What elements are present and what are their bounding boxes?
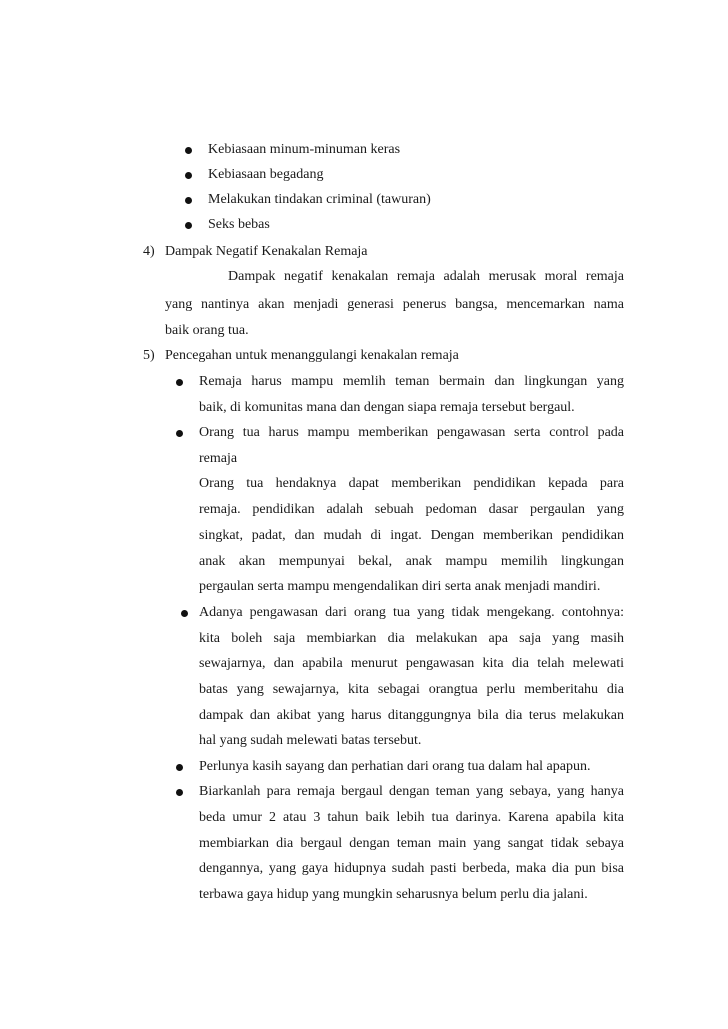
list-item: Kebiasaan begadang [208,167,324,182]
paragraph-line: baik, di komunitas mana dan dengan siapa remaja tersebut bergaul. [199,400,575,415]
bullet-icon [176,379,183,386]
paragraph-line: Remaja harus mampu memlih teman bermain dan lingkungan yang [199,374,624,389]
paragraph-line: baik orang tua. [165,323,249,338]
paragraph-line: anak akan mempunyai bekal, anak mampu memilih lingkungan [199,554,624,569]
list-item: Seks bebas [208,217,270,232]
section-heading: Dampak Negatif Kenakalan Remaja [165,244,368,259]
paragraph-line: Orang tua harus mampu memberikan pengawasan serta control pada [199,425,624,440]
section-heading: Pencegahan untuk menanggulangi kenakalan remaja [165,348,459,363]
paragraph-line: hal yang sudah melewati batas tersebut. [199,733,422,748]
paragraph-line: membiarkan dia bergaul dengan teman main yang sangat tidak sebaya [199,836,624,851]
bullet-icon [185,172,192,179]
bullet-icon [185,197,192,204]
paragraph-line: Perlunya kasih sayang dan perhatian dari orang tua dalam hal apapun. [199,759,591,774]
paragraph-line: terbawa gaya hidup yang mungkin seharusnya belum perlu dia jalani. [199,887,588,902]
section-number: 4) [143,244,155,259]
paragraph-line: pergaulan serta mampu mengendalikan diri serta anak menjadi mandiri. [199,579,601,594]
paragraph-line: sewajarnya, dan apabila menurut pengawasan kita dia telah melewati [199,656,624,671]
paragraph-line: beda umur 2 atau 3 tahun baik lebih tua darinya. Karena apabila kita [199,810,624,825]
paragraph-line: kita boleh saja membiarkan dia melakukan apa saja yang masih [199,631,624,646]
bullet-icon [185,147,192,154]
section-number: 5) [143,348,155,363]
paragraph-line: batas yang sewajarnya, kita sebagai orangtua perlu memberitahu dia [199,682,624,697]
paragraph-line: Dampak negatif kenakalan remaja adalah merusak moral remaja [228,269,624,284]
bullet-icon [176,764,183,771]
paragraph-line: dengannya, yang gaya hidupnya sudah pasti berbeda, maka dia pun bisa [199,861,624,876]
bullet-icon [176,430,183,437]
paragraph-line: singkat, padat, dan mudah di ingat. Dengan memberikan pendidikan [199,528,624,543]
bullet-icon [176,789,183,796]
paragraph-line: Adanya pengawasan dari orang tua yang tidak mengekang. contohnya: [199,605,624,620]
paragraph-line: dampak dan akibat yang harus ditanggungnya bila dia terus melakukan [199,708,624,723]
bullet-icon [185,222,192,229]
paragraph-line: remaja [199,451,238,466]
paragraph-line: yang nantinya akan menjadi generasi penerus bangsa, mencemarkan nama [165,297,624,312]
paragraph-line: Biarkanlah para remaja bergaul dengan teman yang sebaya, yang hanya [199,784,624,799]
paragraph-line: Orang tua hendaknya dapat memberikan pendidikan kepada para [199,476,624,491]
list-item: Melakukan tindakan criminal (tawuran) [208,192,431,207]
bullet-icon [181,610,188,617]
paragraph-line: remaja. pendidikan adalah sebuah pedoman dasar pergaulan yang [199,502,624,517]
list-item: Kebiasaan minum-minuman keras [208,142,401,157]
